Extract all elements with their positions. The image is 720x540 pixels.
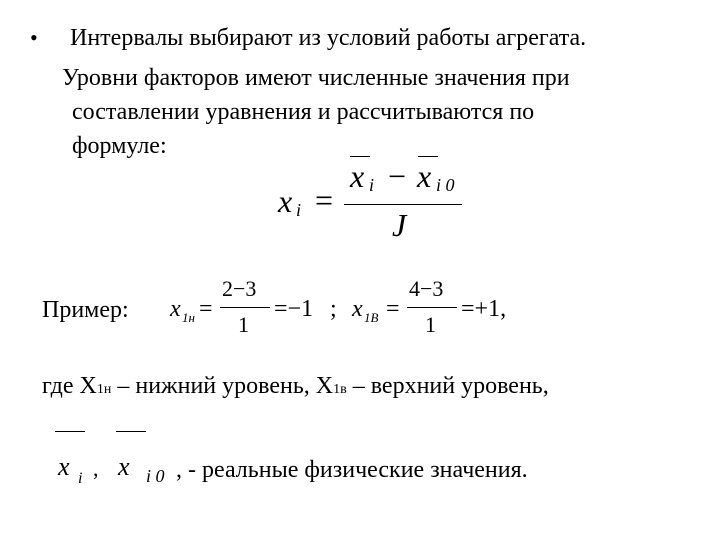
example1-var: x — [170, 296, 181, 322]
last-sub-2: i 0 — [146, 466, 165, 486]
example1-fraction-bar — [220, 307, 270, 308]
formula-overbar-1 — [350, 156, 370, 157]
example1-result: =−1 — [274, 296, 314, 322]
last-description: , - реальные физические значения. — [176, 457, 528, 483]
example2-fraction-bar — [407, 307, 457, 308]
paragraph-line-1: Интервалы выбирают из условий работы агрегата. — [70, 25, 587, 51]
definition-suffix: – верхний уровень, — [346, 373, 549, 399]
formula-overbar-2 — [418, 156, 438, 157]
formula-num-var-1: x — [350, 158, 365, 194]
paragraph-line-4: формуле: — [72, 133, 167, 159]
formula-equals: = — [315, 182, 334, 218]
formula-num-sub-2: i 0 — [436, 175, 455, 195]
definition-sub-upper: 1в — [333, 382, 347, 397]
example2-var: x — [352, 296, 363, 322]
example2-result: =+1, — [461, 296, 507, 322]
example1-equals: = — [199, 296, 213, 322]
example1-numerator: 2−3 — [222, 276, 257, 301]
example1-sub: 1н — [182, 310, 195, 325]
formula-num-sub-1: i — [369, 175, 375, 195]
formula-denominator: J — [392, 207, 407, 243]
last-var-1: x — [58, 452, 70, 481]
example2-numerator: 4−3 — [409, 276, 444, 301]
formula-minus: − — [388, 158, 407, 194]
formula-num-var-2: x — [417, 158, 432, 194]
formula-fraction-bar — [344, 204, 462, 205]
example2-equals: = — [386, 296, 400, 322]
last-overbar-1 — [55, 431, 85, 432]
paragraph-line-3: составлении уравнения и рассчитываются по — [72, 99, 535, 125]
definition-middle: – нижний уровень, Х — [111, 373, 334, 399]
paragraph-line-2: Уровни факторов имеют численные значения при — [62, 65, 570, 91]
definition-prefix: где Х — [42, 373, 97, 399]
last-overbar-2 — [116, 431, 146, 432]
last-var-2: x — [118, 452, 130, 481]
last-comma-1: , — [93, 456, 99, 481]
example2-sub: 1B — [364, 310, 379, 325]
last-sub-1: i — [78, 470, 83, 487]
example1-denominator: 1 — [238, 312, 249, 337]
example2-denominator: 1 — [425, 312, 436, 337]
formula-lhs-var: x — [278, 183, 293, 219]
definition-sub-lower: 1н — [96, 382, 112, 397]
example-label: Пример: — [42, 297, 129, 323]
bullet-marker: • — [30, 25, 38, 50]
definition-line — [42, 372, 549, 404]
formula-lhs-sub: i — [296, 200, 302, 220]
example-separator: ; — [330, 296, 337, 322]
